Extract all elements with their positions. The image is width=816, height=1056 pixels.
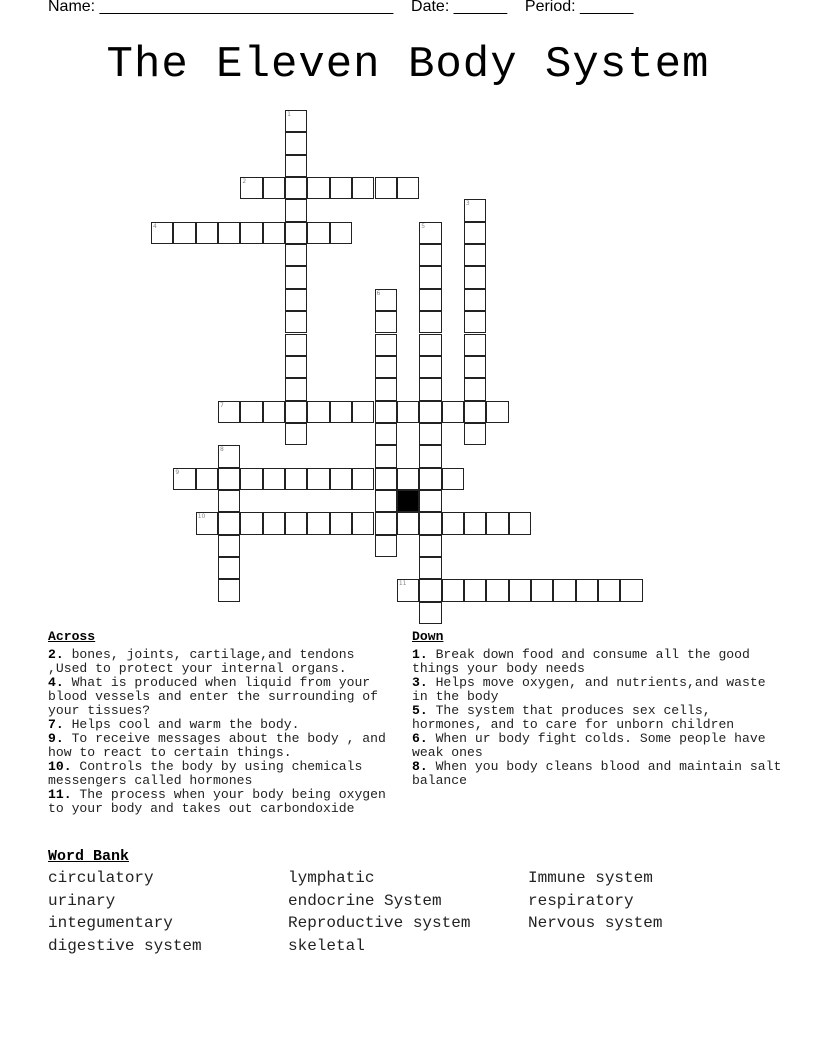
across-heading: Across [48,629,96,644]
grid-cell[interactable] [464,579,486,601]
clue-text: The process when your body being oxygen to your body and takes out carbondoxide [48,787,386,816]
date-label: Date: [411,0,450,15]
clue-number: 8. [412,759,428,774]
grid-cell[interactable] [419,535,441,557]
grid-cell[interactable] [486,512,508,534]
grid-cell[interactable] [285,155,307,177]
grid-cell[interactable] [285,401,307,423]
grid-cell[interactable] [419,222,441,244]
clue-number: 2 [242,178,247,186]
grid-cell[interactable] [352,401,374,423]
grid-cell[interactable] [576,579,598,601]
grid-cell[interactable] [375,468,397,490]
grid-cell[interactable] [419,557,441,579]
grid-cell[interactable] [464,423,486,445]
grid-cell[interactable] [464,289,486,311]
grid-cell[interactable] [464,311,486,333]
grid-cell[interactable] [240,222,262,244]
period-label: Period: [524,0,576,15]
clue-item [412,704,782,732]
grid-cell[interactable] [173,468,195,490]
clue-item [412,676,782,704]
grid-cell[interactable] [509,512,531,534]
grid-cell[interactable] [218,468,240,490]
grid-cell[interactable] [397,512,419,534]
grid-cell[interactable] [375,423,397,445]
word-bank-item: lymphatic [288,869,375,887]
clue-number: 5 [421,222,426,230]
clue-number: 1 [287,111,291,118]
clue-text: When you body cleans blood and maintain salt balance [412,759,782,788]
clue-number: 9. [48,731,64,746]
grid-cell[interactable] [218,535,240,557]
grid-cell[interactable] [375,177,397,199]
grid-cell[interactable] [330,401,352,423]
clue-item [48,760,398,788]
clue-text: Controls the body by using chemicals messengers called hormones [48,759,363,788]
grid-cell[interactable] [419,602,441,624]
clue-number: 7. [48,717,64,732]
grid-cell[interactable] [442,468,464,490]
grid-cell[interactable] [397,401,419,423]
grid-cell[interactable] [464,334,486,356]
grid-cell[interactable] [218,557,240,579]
grid-cell[interactable] [419,266,441,288]
clue-item [412,760,782,788]
clue-item [48,648,398,676]
grid-cell[interactable] [285,289,307,311]
grid-cell[interactable] [352,177,374,199]
grid-cell[interactable] [285,468,307,490]
clue-number: 1. [412,647,428,662]
grid-cell[interactable] [464,199,486,221]
grid-cell[interactable] [464,266,486,288]
grid-cell[interactable] [375,535,397,557]
grid-cell[interactable] [419,244,441,266]
grid-cell[interactable] [419,512,441,534]
grid-cell[interactable] [397,468,419,490]
clue-number: 10. [48,759,72,774]
grid-cell[interactable] [307,177,329,199]
clue-text: Helps move oxygen, and nutrients,and waste in the body [412,675,766,704]
word-bank-item: digestive system [48,937,202,956]
across-clue-list [48,648,398,816]
grid-cell[interactable] [397,177,419,199]
grid-cell[interactable] [196,468,218,490]
grid-cell[interactable] [263,401,285,423]
grid-cell[interactable] [263,512,285,534]
date-blank[interactable]: ______ [453,0,508,15]
grid-cell[interactable] [307,468,329,490]
grid-cell[interactable] [419,468,441,490]
grid-cell[interactable] [218,490,240,512]
clue-number: 4 [153,222,157,230]
grid-cell[interactable] [285,378,307,400]
clue-text: What is produced when liquid from your blood vessels and enter the surrounding of your tissues? [48,675,379,718]
clue-item [412,732,782,760]
clue-number: 7 [220,401,224,409]
grid-cell[interactable] [352,512,374,534]
grid-cell[interactable] [285,110,307,132]
grid-cell[interactable] [307,512,329,534]
grid-cell[interactable] [553,579,575,601]
clue-number: 11 [398,580,407,588]
grid-cell[interactable] [509,579,531,601]
grid-cell[interactable] [285,311,307,333]
down-heading: Down [412,629,444,644]
grid-cell[interactable] [285,199,307,221]
grid-cell[interactable] [285,222,307,244]
page-title: The Eleven Body System [106,40,710,90]
grid-cell[interactable] [330,512,352,534]
grid-cell[interactable] [151,222,173,244]
grid-cell[interactable] [375,378,397,400]
grid-cell[interactable] [307,222,329,244]
grid-cell[interactable] [419,356,441,378]
word-bank-heading: Word Bank [48,848,130,865]
grid-cell[interactable] [375,512,397,534]
grid-cell[interactable] [285,266,307,288]
grid-cell[interactable] [419,401,441,423]
grid-cell[interactable] [218,512,240,534]
grid-cell[interactable] [442,579,464,601]
grid-cell[interactable] [285,177,307,199]
grid-cell[interactable] [442,512,464,534]
grid-cell[interactable] [419,311,441,333]
grid-cell[interactable] [240,468,262,490]
grid-cell[interactable] [285,334,307,356]
grid-cell[interactable] [397,579,419,601]
black-cell [397,490,419,512]
clue-number: 8 [220,446,224,454]
grid-cell[interactable] [464,512,486,534]
name-label: Name: [48,0,96,15]
grid-cell[interactable] [285,132,307,154]
grid-cell[interactable] [218,401,240,423]
word-bank-item: Nervous system [528,914,663,933]
clue-text: Break down food and consume all the good things your body needs [412,647,750,676]
word-bank-item: circulatory [48,869,154,887]
word-bank-item: Immune system [528,869,653,887]
clue-number: 3. [412,675,428,690]
grid-cell[interactable] [486,579,508,601]
grid-cell[interactable] [464,244,486,266]
word-bank [48,869,768,960]
grid-cell[interactable] [307,401,329,423]
grid-cell[interactable] [375,334,397,356]
grid-cell[interactable] [375,311,397,333]
grid-cell[interactable] [375,401,397,423]
across-clues [48,630,398,816]
grid-cell[interactable] [598,579,620,601]
grid-cell[interactable] [240,401,262,423]
down-clues [412,630,782,788]
grid-cell[interactable] [330,468,352,490]
clue-number: 10 [197,513,206,521]
grid-cell[interactable] [285,512,307,534]
clue-item [48,718,398,732]
clue-text: When ur body fight colds. Some people have weak ones [412,731,766,760]
word-bank-item: endocrine System [288,891,442,910]
grid-cell[interactable] [285,244,307,266]
grid-cell[interactable] [352,468,374,490]
grid-cell[interactable] [620,579,642,601]
grid-cell[interactable] [263,468,285,490]
clue-number: 3 [465,200,470,208]
word-bank-item: respiratory [528,891,634,910]
grid-cell[interactable] [464,356,486,378]
grid-cell[interactable] [196,222,218,244]
grid-cell[interactable] [375,356,397,378]
word-bank-item: skeletal [288,937,365,956]
grid-cell[interactable] [531,579,553,601]
grid-cell[interactable] [464,378,486,400]
grid-cell[interactable] [263,177,285,199]
grid-cell[interactable] [464,401,486,423]
clue-item [48,676,398,718]
name-blank[interactable]: _________________________________ [99,0,394,15]
clue-item [48,788,398,816]
grid-cell[interactable] [173,222,195,244]
clue-text: To receive messages about the body , and how to react to certain things. [48,731,386,760]
clue-number: 6 [376,289,381,297]
grid-cell[interactable] [218,222,240,244]
grid-cell[interactable] [419,334,441,356]
grid-cell[interactable] [419,579,441,601]
clue-item [412,648,782,676]
grid-cell[interactable] [240,177,262,199]
grid-cell[interactable] [330,177,352,199]
clue-number: 6. [412,731,428,746]
grid-cell[interactable] [486,401,508,423]
grid-cell[interactable] [285,423,307,445]
clue-text: Helps cool and warm the body. [63,717,300,732]
word-bank-item: urinary [48,891,116,910]
grid-cell[interactable] [218,579,240,601]
clue-item [48,732,398,760]
period-blank[interactable]: ______ [580,0,634,15]
clue-number: 4. [48,675,64,690]
grid-cell[interactable] [218,445,240,467]
grid-cell[interactable] [285,356,307,378]
clue-number: 5. [412,703,428,718]
clue-number: 2. [48,647,64,662]
word-bank-item: integumentary [48,914,173,933]
grid-cell[interactable] [240,512,262,534]
grid-cell[interactable] [419,423,441,445]
grid-cell[interactable] [196,512,218,534]
grid-cell[interactable] [464,222,486,244]
grid-cell[interactable] [263,222,285,244]
clue-text: The system that produces sex cells, hormones, and to care for unborn children [412,703,735,732]
grid-cell[interactable] [375,490,397,512]
clue-text: bones, joints, cartilage,and tendons ,Used to protect your internal organs. [48,647,355,676]
grid-cell[interactable] [375,445,397,467]
grid-cell[interactable] [375,289,397,311]
grid-cell[interactable] [419,289,441,311]
grid-cell[interactable] [442,401,464,423]
grid-cell[interactable] [330,222,352,244]
grid-cell[interactable] [419,378,441,400]
grid-cell[interactable] [419,445,441,467]
clue-number: 11. [48,787,72,802]
grid-cell[interactable] [419,490,441,512]
word-bank-item: Reproductive system [288,914,471,933]
clue-number: 9 [175,468,180,476]
down-clue-list [412,648,782,788]
